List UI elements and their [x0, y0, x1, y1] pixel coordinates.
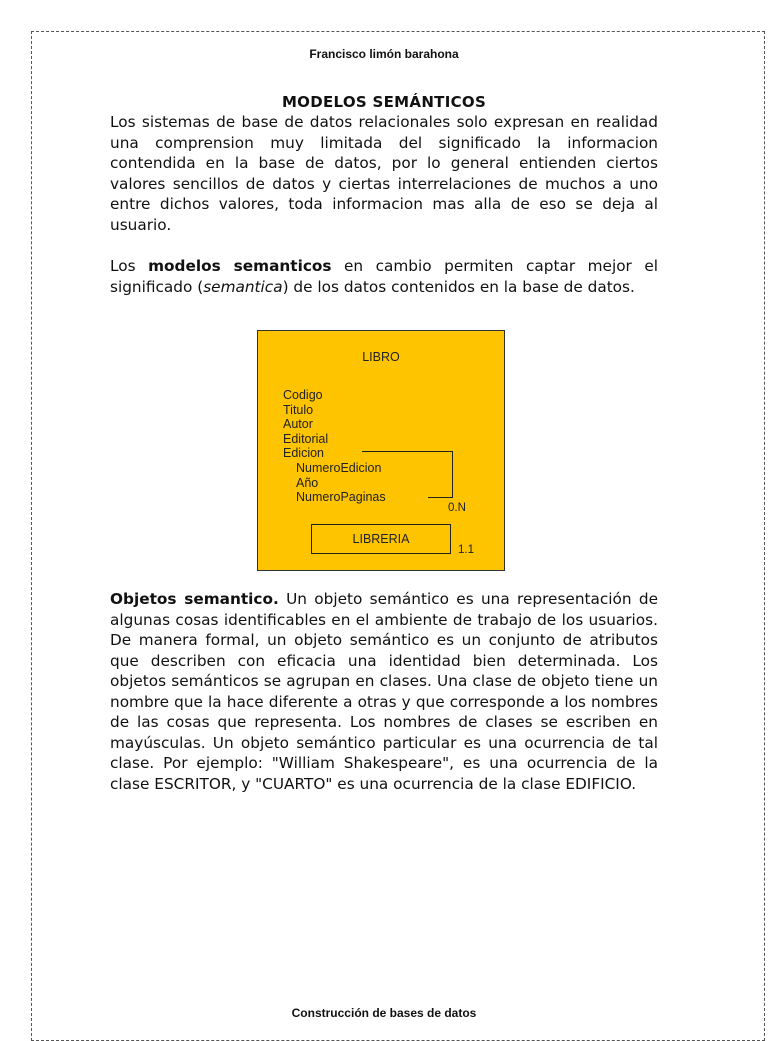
footer-subject: Construcción de bases de datos — [291, 1006, 477, 1020]
diagram-sub-attribute: NumeroEdicion — [296, 461, 382, 475]
diagram-attribute: Edicion — [283, 446, 324, 460]
group-bracket-top — [362, 451, 453, 452]
group-bracket — [452, 451, 453, 498]
paragraph-semantic-models — [110, 256, 658, 297]
p2-bold: modelos semanticos — [148, 257, 332, 275]
group-bracket-bottom — [428, 497, 453, 498]
paragraph-intro: Los sistemas de base de datos relacionales solo expresan en realidad una comprension muy limitada del significado la informacion contendida en la base de datos, por lo general entienden ciertos valores sencillos de datos y ciertas interrelaciones de muchos a uno entre dichos valores, toda informacion mas alla de eso se deja al usuario. — [110, 113, 658, 234]
group-cardinality: 0.N — [448, 502, 466, 514]
header-author: Francisco limón barahona — [309, 47, 459, 61]
paragraph-semantic-objects — [110, 589, 658, 794]
diagram-attribute: Titulo — [283, 402, 314, 417]
p3-text: Un objeto semántico es una representación de algunas cosas identificables en el ambiente de trabajo de los usuarios. De manera formal, un objeto semántico es un conjunto de atributos que describen con eficacia una identidad bien determinada. Los objetos semánticos se agrupan en clases. Una clase de objeto tiene un nombre que la hace diferente a otras y que corresponde a los nombres de las cosas que representa. Los nombres de clases se escriben en mayúsculas. Un objeto semántico particular es una ocurrencia de tal clase. Por ejemplo: "William Shakespeare", es una ocurrencia de la clase ESCRITOR, y "CUARTO" es una ocurrencia de la clase EDIFICIO. — [110, 590, 659, 793]
linked-object-box: LIBRERIA — [311, 524, 451, 554]
diagram-object-title: LIBRO — [362, 350, 400, 364]
diagram-attribute: Editorial — [283, 431, 329, 446]
diagram-attribute: Codigo — [283, 388, 323, 402]
p2-italic: semantica — [203, 277, 283, 296]
p2-pre: Los — [110, 257, 149, 275]
page-title: MODELOS SEMÁNTICOS — [281, 93, 487, 111]
diagram-sub-attribute: Año — [296, 475, 319, 490]
linked-cardinality: 1.1 — [458, 544, 474, 556]
p2-mid: en cambio permiten captar mejor el significado ( — [110, 257, 658, 296]
diagram-attribute: Autor — [283, 417, 313, 431]
diagram-sub-attribute: NumeroPaginas — [296, 490, 386, 504]
p3-bold: Objetos semantico. — [110, 590, 279, 608]
p2-post: ) de los datos contenidos en la base de datos. — [282, 277, 635, 296]
